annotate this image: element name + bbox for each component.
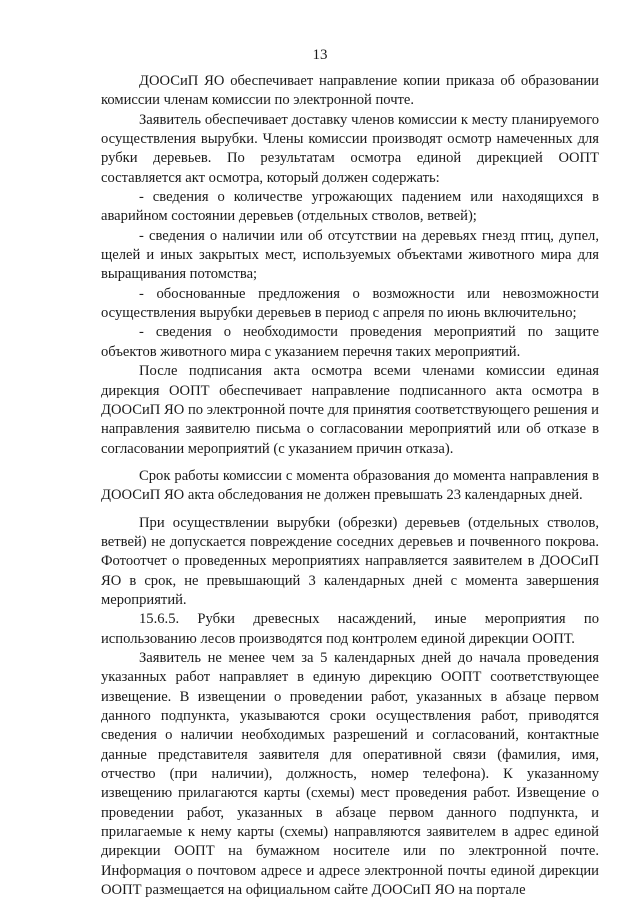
paragraph-felling-rules: При осуществлении вырубки (обрезки) деревьев (отдельных стволов, ветвей) не допускается повреждение соседних деревьев и почвенного покрова. Фотоотчет о проведенных мероприятиях направляется заявителем в ДООСиП ЯО в срок, не превышающий 3 календарных дней с момента завершения мероприятий.	[101, 514, 599, 608]
paragraph-act-signing: После подписания акта осмотра всеми членами комиссии единая дирекция ООПТ обеспечивает направление подписанного акта осмотра в ДООСиП ЯО по электронной почте для принятия соответствующего решения и направления заявителю письма о согласовании мероприятий или об отказе в согласовании мероприятий (с указанием причин отказа).	[101, 363, 599, 457]
paragraph-commission-term: Срок работы комиссии с момента образования до момента направления в ДООСиП ЯО акта обследования не должен превышать 23 календарных дней.	[101, 467, 599, 504]
list-item-hazard-trees: - сведения о количестве угрожающих падением или находящихся в аварийном состоянии деревьев (отдельных стволов, ветвей);	[101, 189, 599, 225]
paragraph-notification: Заявитель не менее чем за 5 календарных дней до начала проведения указанных работ направляет в единую дирекцию ООПТ соответствующее извещение. В извещении о проведении работ, указанных в абзаце первом данного подпункта, указываются сроки осуществления работ, приводятся сведения о наличии необходимых разрешений и согласований, контактные данные представителя заявителя для оперативной связи (фамилия, имя, отчество (при наличии), должность, номер телефона). К указанному извещению прилагаются карты (схемы) мест проведения работ. Извещение о проведении работ, указанных в абзаце первом данного подпункта, и прилагаемые к нему карты (схемы) направляются заявителем в адрес единой дирекции ООПТ на бумажном носителе или по электронной почте. Информация о почтовом адресе и адресе электронной почты единой дирекции ООПТ размещается на официальном сайте ДООСиП ЯО на портале	[101, 649, 599, 899]
page-number: 13	[312, 47, 328, 63]
paragraph-copy-order: ДООСиП ЯО обеспечивает направление копии приказа об образовании комиссии членам комиссии по электронной почте.	[101, 73, 599, 109]
paragraph-15-6-5: 15.6.5. Рубки древесных насаждений, иные мероприятия по использованию лесов производятся под контролем единой дирекции ООПТ.	[101, 611, 599, 647]
body-text	[101, 72, 599, 900]
list-item-protection-measures: - сведения о необходимости проведения мероприятий по защите объектов животного мира с указанием перечня таких мероприятий.	[101, 324, 599, 360]
list-item-proposals: - обоснованные предложения о возможности или невозможности осуществления вырубки деревьев в период с апреля по июнь включительно;	[101, 285, 599, 322]
paragraph-inspection: Заявитель обеспечивает доставку членов комиссии к месту планируемого осуществления вырубки. Члены комиссии производят осмотр намеченных для рубки деревьев. По результатам осмотра единой дирекцией ООПТ составляется акт осмотра, который должен содержать:	[101, 111, 599, 186]
list-item-nests: - сведения о наличии или об отсутствии на деревьях гнезд птиц, дупел, щелей и иных закрытых мест, используемых объектами животного мира для выращивания потомства;	[101, 227, 599, 283]
